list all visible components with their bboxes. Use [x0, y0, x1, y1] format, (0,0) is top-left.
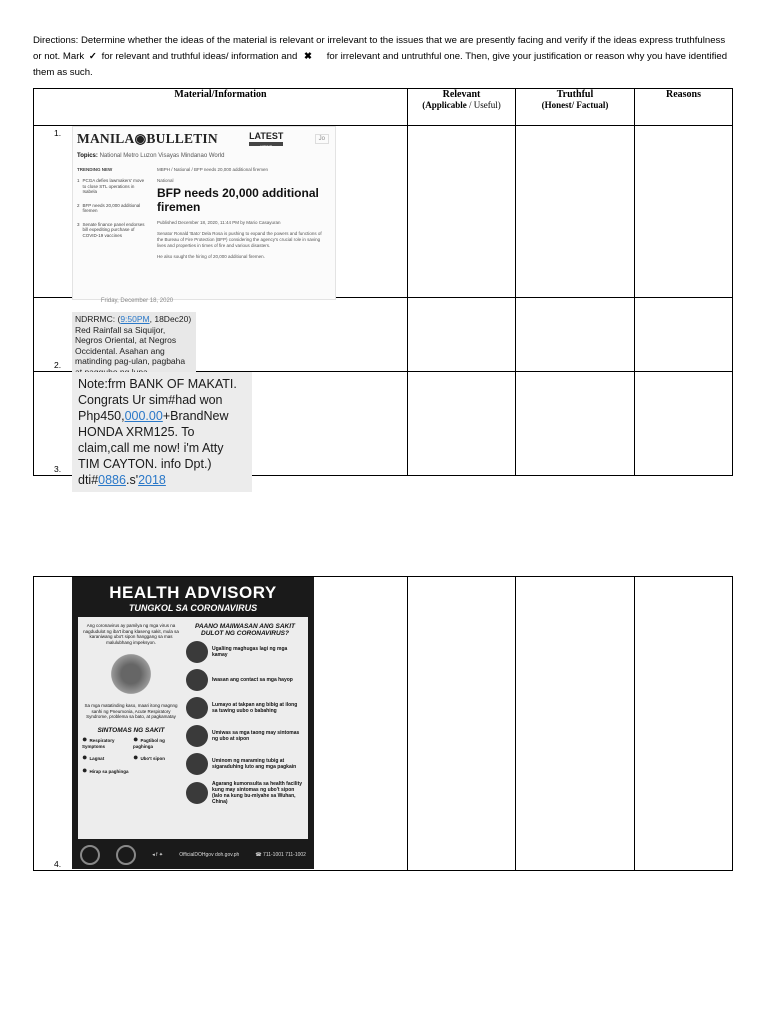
- social-icons: ◂ f ✦: [152, 852, 164, 858]
- symptoms-list: ● Respiratory Symptoms ● Pagtibol ng paghinga ● Lagnat ● Ubo't sipon ● Hirap sa paghinga: [82, 737, 180, 774]
- row-number: 1.: [54, 128, 62, 138]
- reasons-cell[interactable]: [635, 372, 733, 476]
- section-label: National: [157, 178, 174, 183]
- trending-sidebar: TRENDING NEW 1 PCGA defies lawmakers' move to close STL operations in Isabela 2 BFP needs 20,000 additional firemen 3 Senate finance panel endorses bill expediting purchase of COVID-19 vaccines: [77, 167, 145, 238]
- reasons-cell[interactable]: [635, 298, 733, 372]
- ndrrmc-sms: [72, 298, 202, 379]
- directions-part3: for irrelevant and untruthful one. Then, give your justification or reason why you have identified them as such.: [33, 51, 728, 78]
- header-material: Material/Information: [34, 89, 408, 126]
- doh-seal-icon: [80, 845, 100, 865]
- relevant-cell[interactable]: [408, 577, 516, 871]
- directions-part2: for relevant and truthful ideas/ information and: [101, 51, 298, 62]
- poster-subtitle: TUNGKOL SA CORONAVIRUS: [128, 603, 258, 613]
- poster-title: HEALTH ADVISORY: [109, 583, 277, 602]
- latest-news-badge: LATEST NEWS: [249, 131, 284, 149]
- water-icon: [186, 753, 208, 775]
- directions-text: [33, 33, 733, 81]
- poster-handle: OfficialDOHgov doh.gov.ph: [179, 852, 240, 858]
- check-icon: ✓: [88, 51, 97, 62]
- reasons-cell[interactable]: [635, 126, 733, 298]
- poster-intro: Ang coronavirus ay pamilya ng mga virus na nagdudulot ng iba't ibang klaseng sakit, mula sa karaniwang ubo't sipon hanggang sa mas malulubhang impeksyon.: [83, 623, 179, 645]
- reasons-cell[interactable]: [635, 577, 733, 871]
- poster-phone: ☎ 711-1001 711-1002: [255, 852, 306, 858]
- table-row: [34, 298, 733, 372]
- prevention-title: PAANO MAIIWASAN ANG SAKIT DULOT NG CORONAVIRUS?: [194, 623, 296, 637]
- relevant-cell[interactable]: [408, 298, 516, 372]
- handwash-icon: [186, 641, 208, 663]
- row-number: 3.: [54, 464, 62, 474]
- animal-icon: [186, 669, 208, 691]
- topics-bar: Topics: National Metro Luzon Visayas Mindanao World: [77, 153, 225, 159]
- sms-bubble: Note:frm BANK OF MAKATI. Congrats Ur sim#had won Php450,000.00+BrandNew HONDA XRM125. To claim,call me now! i'm Atty TIM CAYTON. info Dpt.) dti#0886.s'2018: [72, 372, 252, 492]
- table-row: [34, 372, 733, 476]
- doctor-icon: [186, 782, 208, 804]
- header-truthful: Truthful (Honest/ Factual): [516, 89, 635, 126]
- avoid-sick-icon: [186, 725, 208, 747]
- header-reasons: Reasons: [635, 89, 733, 126]
- truthful-cell[interactable]: [516, 372, 635, 476]
- assessment-table-2: [33, 576, 733, 871]
- symptoms-title: SINTOMAS NG SAKIT: [97, 726, 165, 734]
- health-advisory-poster: HEALTH ADVISORY TUNGKOL SA CORONAVIRUS Ang coronavirus ay pamilya ng mga virus na nagdudulot ng iba't ibang klaseng sakit, mula sa karaniwang ubo't sipon hanggang sa mas malulubhang impeksyon. Sa mga matatinding kaso, maari itong magnng sanhi ng Pneumonia, Acute Respiratory Syndrome, problema sa bato, at pagkamatay SINTOMAS NG SAKIT ● Respiratory Symptoms ● Pagtibol ng paghinga ● Lagnat ● Ubo't sipon ● Hirap sa paghinga PAANO MAIIWASAN ANG SAKIT DULOT NG CORONAVIRUS? Ugaliing maghugas lagi ng mga kamay Iwasan ang contact sa mga hayop Lumayo at takpan ang bibig at ilong sa tuwing uubo o babahing Umiwas sa mga taong may sintomas ng ubo at sipon Uminom ng maraming tubig at sigaraduhing luto ang mga pagkain Agarang kumonsulta sa health facility kung may sintomas ng ubo't sipon (lalo na kung bu-miyahe sa Wuhan, China) ◂ f ✦ OfficialDOHgov doh.gov.ph ☎ 711-1001 711-1002: [72, 577, 314, 869]
- header-relevant: Relevant (Applicable / Useful): [408, 89, 516, 126]
- sms-link[interactable]: 000.00: [124, 409, 163, 423]
- truthful-cell[interactable]: [516, 126, 635, 298]
- sms-link[interactable]: 0886: [98, 473, 126, 487]
- row-number: 2.: [54, 360, 62, 370]
- cover-mouth-icon: [186, 697, 208, 719]
- time-link[interactable]: 9:50PM: [120, 314, 150, 324]
- truthful-cell[interactable]: [516, 298, 635, 372]
- article-meta: Published December 18, 2020, 11:44 PM by Mario Casayuran: [157, 220, 281, 225]
- breadcrumb: MBPH / National / BFP needs 20,000 additional firemen: [157, 167, 268, 172]
- relevant-cell[interactable]: [408, 372, 516, 476]
- manila-bulletin-logo: MANILA◉BULLETIN: [77, 131, 218, 146]
- article: [151, 163, 335, 265]
- poster-severe: Sa mga matatinding kaso, maari itong magnng sanhi ng Pneumonia, Acute Respiratory Syndrome, problema sa bato, at pagkamatay: [84, 703, 178, 719]
- sms-date: Friday, December 18, 2020: [100, 298, 174, 304]
- article-paragraph: Senator Ronald 'Bato' Dela Rosa is pushing to expand the powers and functions of the Bureau of Fire Protection (BFP) considering the agency's crucial role in saving lives and properties in times of fire and various disasters.: [157, 231, 322, 248]
- virus-icon: [108, 651, 154, 697]
- relevant-cell[interactable]: [408, 126, 516, 298]
- row-number: 4.: [54, 859, 62, 869]
- truthful-cell[interactable]: [516, 577, 635, 871]
- material-cell-2: [34, 298, 408, 372]
- article-paragraph: He also sought the hiring of 20,000 additional firemen.: [157, 254, 265, 259]
- sms-bubble: NDRRMC: (9:50PM, 18Dec20) Red Rainfall sa Siquijor, Negros Oriental, at Negros Occidental. Asahan ang matinding pag-ulan, pagbaha: [72, 312, 196, 379]
- poster-footer: [72, 841, 314, 869]
- material-cell-4: [34, 577, 408, 871]
- assessment-table-1: [33, 88, 733, 487]
- cross-icon: ✖: [303, 51, 313, 62]
- directions-part1: Directions: Determine whether the ideas of the material is relevant or irrelevant to the issues that we are presently facing and verify if the ideas express truthfulness or not. Mark: [33, 35, 726, 62]
- article-headline: BFP needs 20,000 additional firemen: [157, 186, 319, 214]
- table-row: [34, 126, 733, 298]
- table-row: [34, 577, 733, 871]
- sms-link[interactable]: 2018: [138, 473, 166, 487]
- manila-bulletin-clipping: MANILA◉BULLETIN LATEST NEWS Jo Topics: National Metro Luzon Visayas Mindanao World TRENDING NEW 1 PCGA defies lawmakers' move to close STL operations in Isabela 2 BFP needs 20,000 additional firemen 3 Senate finance panel endorses bill expediting purchase of COVID-19 vaccines MBPH / National / BFP needs 20,000 additional firemen National BFP needs 20,000 additional firemen Published December 18, 2020, 11:44 PM by Mario Casayuran Senator Ronald 'Bato' Dela Rosa is pushing to expand the powers and functions of the Bureau of Fire Protection (BFP) considering the agency's crucial role in saving lives and properties in times of fire and various disasters. He also sought the hiring of 20,000 additional firemen.: [72, 126, 336, 300]
- material-cell-3: [34, 372, 408, 487]
- header-row: [34, 89, 733, 126]
- material-cell-1: [34, 126, 408, 298]
- scam-sms: [72, 372, 252, 492]
- government-seal-icon: [116, 845, 136, 865]
